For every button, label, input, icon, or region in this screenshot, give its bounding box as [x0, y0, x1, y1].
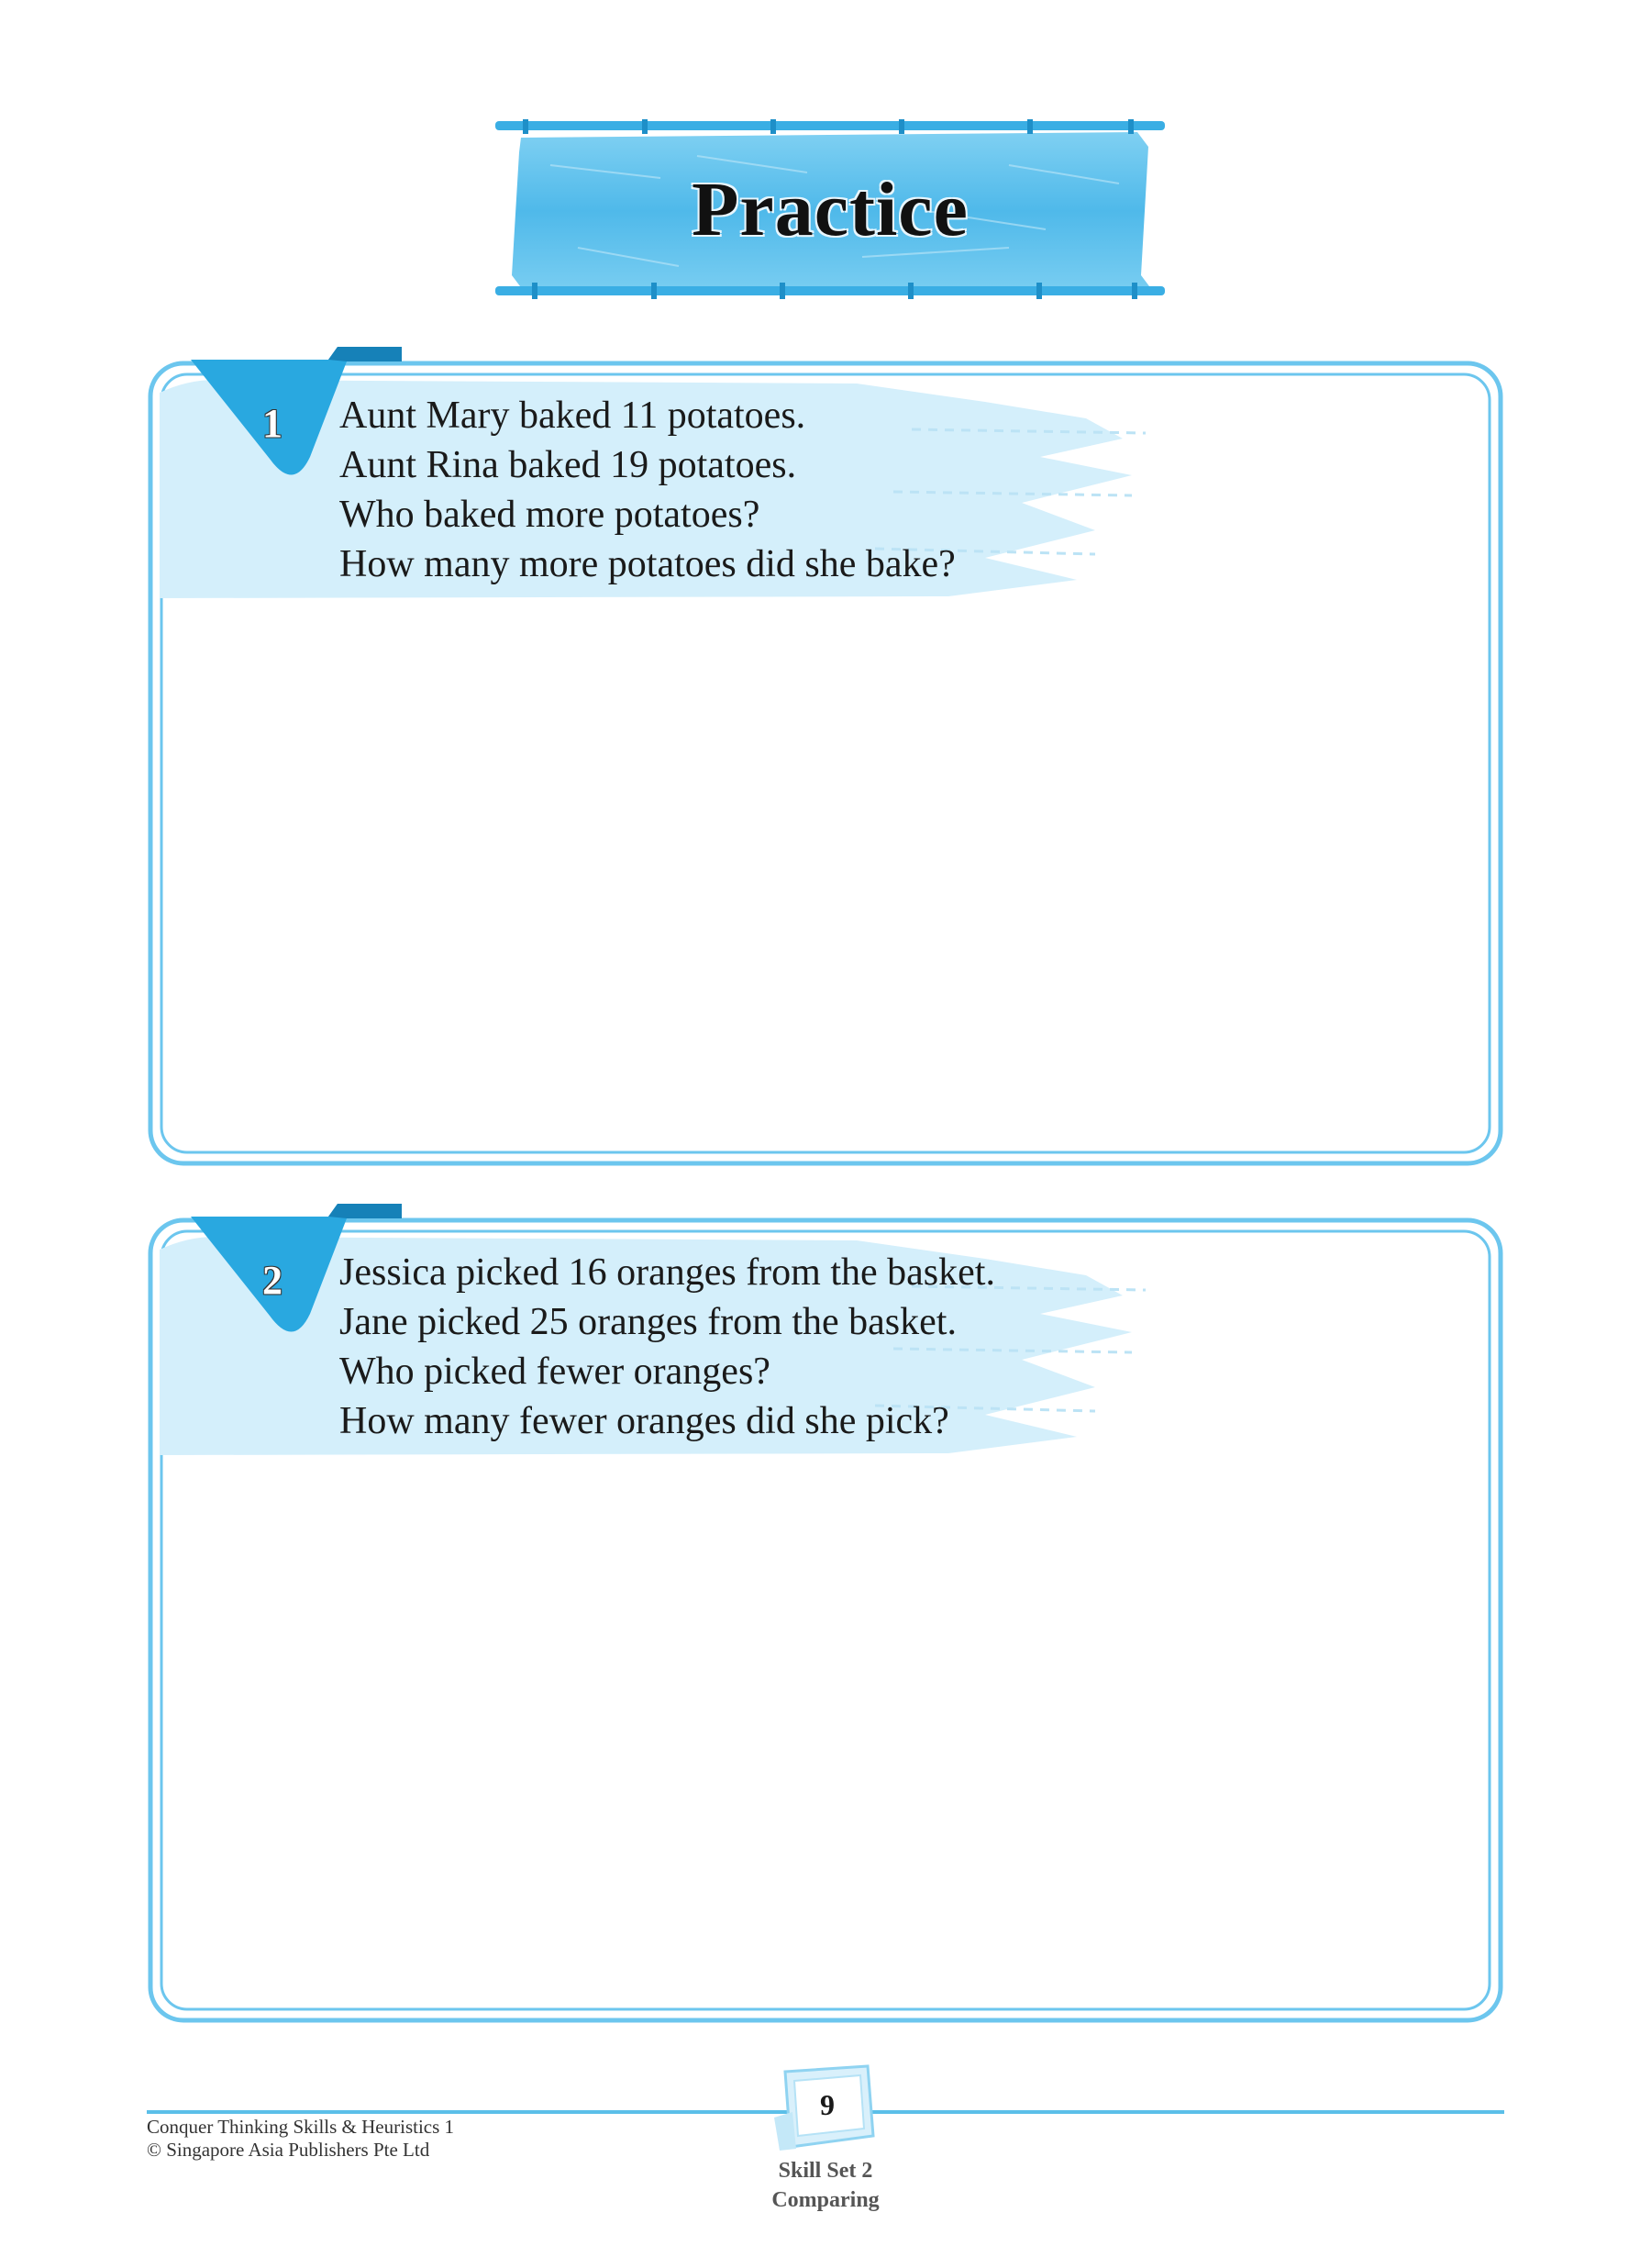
question-box-1 — [147, 360, 1504, 1167]
practice-banner — [495, 119, 1165, 299]
question-number: 2 — [262, 1258, 283, 1303]
question-line: Who baked more potatoes? — [339, 494, 760, 536]
question-line: Who picked fewer oranges? — [339, 1351, 770, 1393]
question-box-2 — [147, 1217, 1504, 2024]
question-line: How many fewer oranges did she pick? — [339, 1400, 949, 1442]
book-title: Conquer Thinking Skills & Heuristics 1 — [147, 2116, 455, 2138]
question-number: 1 — [262, 401, 283, 446]
question-text — [339, 1248, 995, 1446]
footer-credits — [147, 2116, 454, 2162]
page-title: Practice — [692, 167, 969, 252]
copyright-notice: © Singapore Asia Publishers Pte Ltd — [147, 2139, 430, 2161]
skill-set-number: Skill Set 2 — [778, 2159, 873, 2183]
page-number: 9 — [820, 2088, 835, 2121]
question-line: Aunt Rina baked 19 potatoes. — [339, 444, 797, 486]
question-line: How many more potatoes did she bake? — [339, 543, 956, 585]
question-line: Jessica picked 16 oranges from the basket. — [339, 1251, 995, 1294]
question-line: Jane picked 25 oranges from the basket. — [339, 1301, 957, 1343]
question-line: Aunt Mary baked 11 potatoes. — [339, 395, 806, 437]
skill-set-name: Comparing — [771, 2188, 880, 2212]
question-text — [339, 391, 956, 589]
skill-set-label — [715, 2156, 936, 2215]
